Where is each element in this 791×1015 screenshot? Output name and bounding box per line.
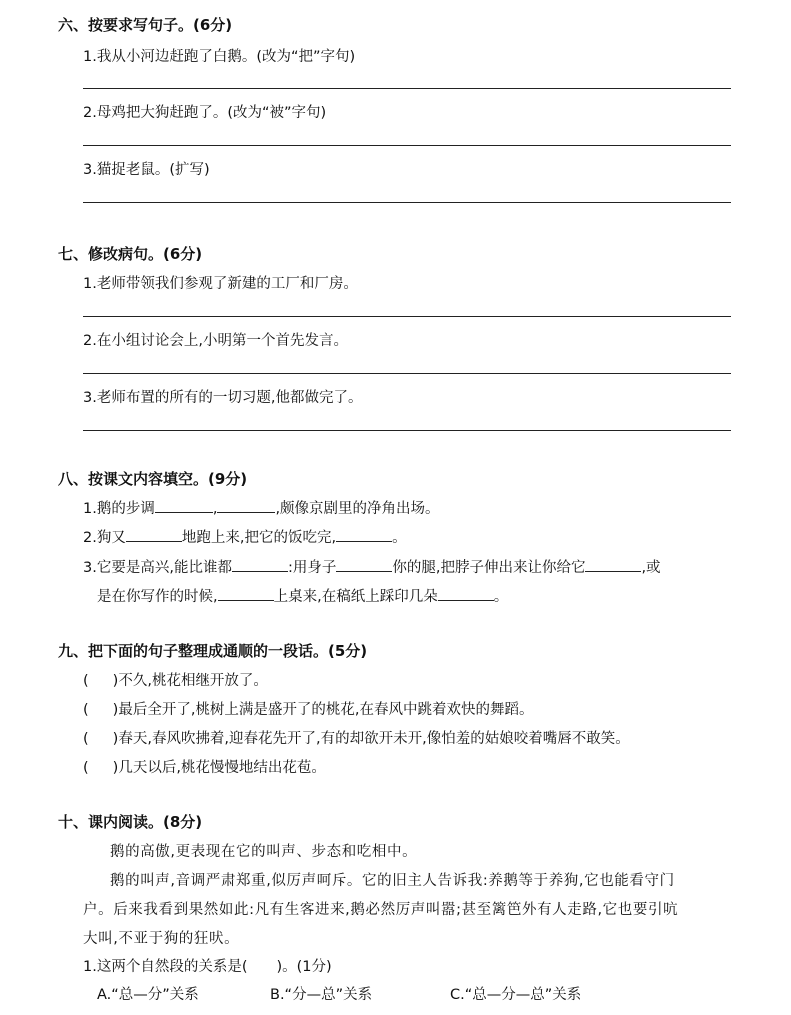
section-9-title: 九、把下面的句子整理成通顺的一段话。(5分): [58, 642, 368, 660]
s8-q1-text-a: 1.鹅的步调: [83, 501, 155, 517]
s9-item-4: [83, 756, 326, 777]
fill-blank[interactable]: [438, 586, 494, 601]
passage-paragraph-2-line-1: 鹅的叫声,音调严肃郑重,似厉声呵斥。它的旧主人告诉我:养鹅等于养狗,它也能看守门: [110, 873, 675, 889]
s8-q3-text-a: 3.它要是高兴,能比谁都: [83, 560, 232, 576]
s8-q3-text-d: ,或: [641, 560, 661, 576]
s8-q3b-text-b: 上桌来,在稿纸上踩印几朵: [273, 589, 438, 605]
fill-blank[interactable]: [218, 586, 274, 601]
section-10-title: 十、课内阅读。(8分): [58, 813, 203, 831]
fill-blank[interactable]: [126, 527, 182, 542]
s8-question-1: [83, 497, 440, 518]
s7-question-1: 1.老师带领我们参观了新建的工厂和厂房。: [83, 276, 358, 292]
answer-line[interactable]: [83, 430, 731, 431]
s8-q3-text-c: 你的腿,把脖子伸出来让你给它: [392, 560, 586, 576]
s8-q3b-text-c: 。: [493, 589, 509, 605]
passage-paragraph-2-line-3: 大叫,不亚于狗的狂吠。: [83, 931, 240, 947]
paren-open: (: [83, 673, 89, 689]
fill-blank[interactable]: [585, 557, 641, 572]
s8-question-3: [83, 556, 661, 577]
s9-item-text: )不久,桃花相继开放了。: [112, 673, 268, 689]
option-c[interactable]: C.“总—分—总”关系: [450, 987, 582, 1003]
s9-item-1: [83, 669, 268, 690]
s8-q1-text-c: ,颇像京剧里的净角出场。: [275, 501, 440, 517]
s9-item-3: [83, 727, 630, 748]
paren-open: (: [83, 702, 89, 718]
passage-paragraph-2-line-2: 户。后来我看到果然如此:凡有生客进来,鹅必然厉声叫嚣;甚至篱笆外有人走路,它也要引吭: [83, 902, 679, 918]
option-b[interactable]: B.“分—总”关系: [270, 987, 373, 1003]
fill-blank[interactable]: [336, 557, 392, 572]
s8-question-3-cont: [97, 585, 508, 606]
answer-line[interactable]: [83, 145, 731, 146]
s8-q3-text-b: :用身子: [287, 560, 337, 576]
s8-q3b-text-a: 是在你写作的时候,: [97, 589, 218, 605]
s8-q1-text-b: ,: [212, 501, 218, 517]
section-6-title: 六、按要求写句子。(6分): [58, 16, 233, 34]
s10-question-1: 1.这两个自然段的关系是( )。(1分): [83, 959, 332, 975]
s9-item-text: )几天以后,桃花慢慢地结出花苞。: [112, 760, 326, 776]
paren-open: (: [83, 731, 89, 747]
fill-blank[interactable]: [155, 498, 213, 513]
s7-question-3: 3.老师布置的所有的一切习题,他都做完了。: [83, 390, 363, 406]
answer-line[interactable]: [83, 373, 731, 374]
passage-paragraph-1: 鹅的高傲,更表现在它的叫声、步态和吃相中。: [110, 844, 418, 860]
answer-line[interactable]: [83, 316, 731, 317]
answer-line[interactable]: [83, 202, 731, 203]
section-8-title: 八、按课文内容填空。(9分): [58, 470, 248, 488]
fill-blank[interactable]: [232, 557, 288, 572]
s7-question-2: 2.在小组讨论会上,小明第一个首先发言。: [83, 333, 348, 349]
paren-open: (: [83, 760, 89, 776]
s9-item-text: )最后全开了,桃树上满是盛开了的桃花,在春风中跳着欢快的舞蹈。: [112, 702, 534, 718]
answer-line[interactable]: [83, 88, 731, 89]
s6-question-1: 1.我从小河边赶跑了白鹅。(改为“把”字句): [83, 49, 356, 65]
fill-blank[interactable]: [336, 527, 392, 542]
fill-blank[interactable]: [217, 498, 275, 513]
s6-question-3: 3.猫捉老鼠。(扩写): [83, 162, 210, 178]
s8-q2-text-a: 2.狗又: [83, 530, 126, 546]
option-a[interactable]: A.“总—分”关系: [97, 987, 199, 1003]
section-7-title: 七、修改病句。(6分): [58, 245, 203, 263]
s9-item-2: [83, 698, 534, 719]
s8-q2-text-b: 地跑上来,把它的饭吃完,: [181, 530, 337, 546]
s8-q2-text-c: 。: [392, 530, 407, 546]
s6-question-2: 2.母鸡把大狗赶跑了。(改为“被”字句): [83, 105, 327, 121]
s9-item-text: )春天,春风吹拂着,迎春花先开了,有的却欲开未开,像怕羞的姑娘咬着嘴唇不敢笑。: [112, 731, 630, 747]
s8-question-2: [83, 526, 407, 547]
